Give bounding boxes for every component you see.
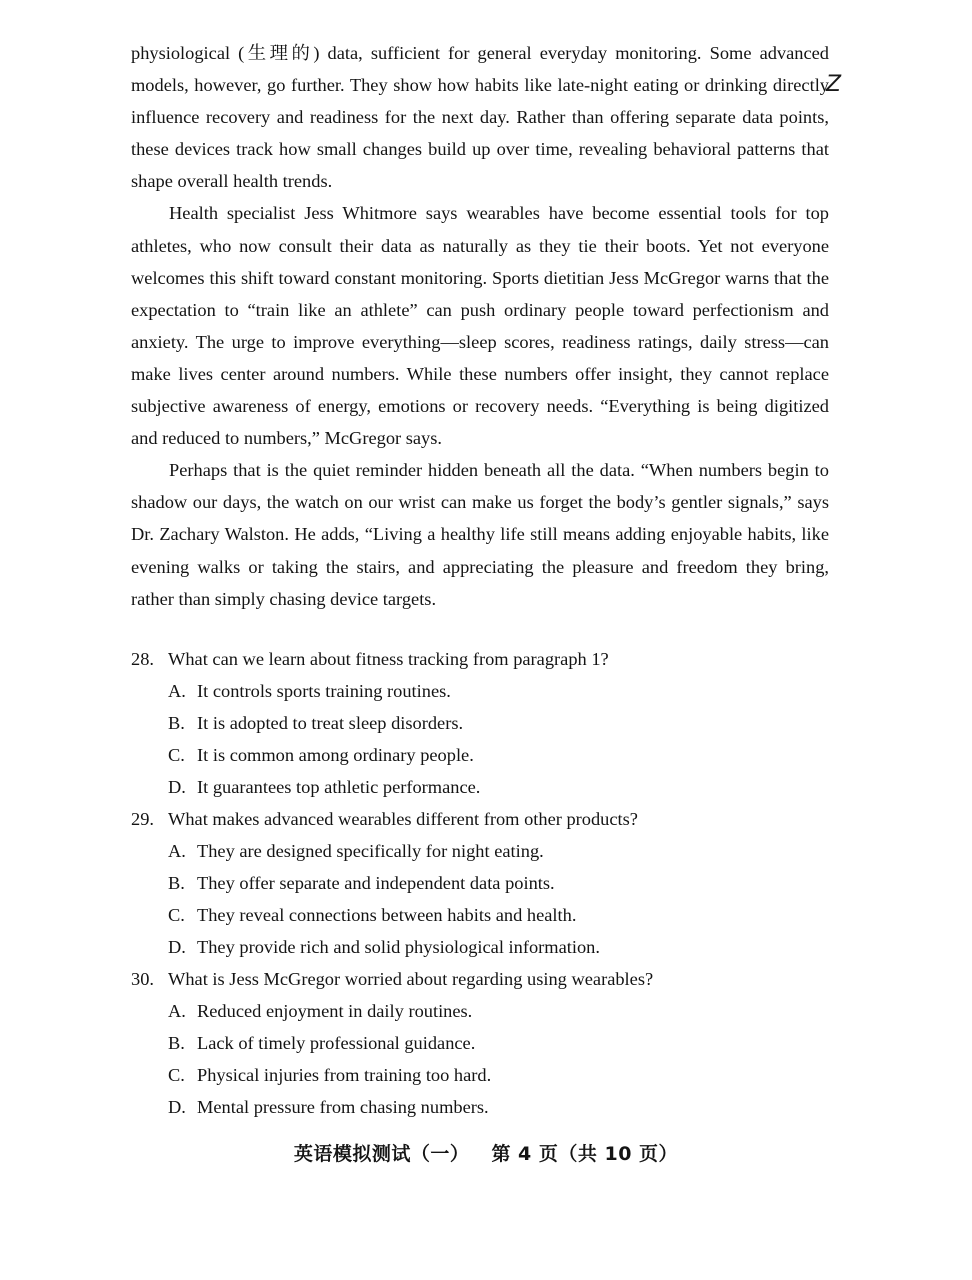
option-letter: B. [168,713,185,733]
option-list [131,995,831,1123]
option-b [131,867,831,899]
question-number: 29. [131,809,154,829]
option-text: It guarantees top athletic performance. [197,777,481,797]
option-text: They provide rich and solid physiological information. [197,937,600,957]
option-letter: D. [168,1097,186,1117]
option-text: Reduced enjoyment in daily routines. [197,1001,473,1021]
passage-paragraph-2: Health specialist Jess Whitmore says wearables have become essential tools for top athletes, who now consult their data as naturally as they tie their boots. Yet not everyone welcomes this shift toward constant monitoring. Sports dietitian Jess McGregor warns that the expectation to “train like an athlete” can push ordinary people toward perfectionism and anxiety. The urge to improve everything—sleep scores, readiness ratings, daily stress—can make lives center around numbers. While these numbers offer insight, they cannot replace subjective awareness of energy, emotions or recovery needs. “Everything is being digitized and reduced to numbers,” McGregor says. [131,203,829,449]
option-b [131,707,831,739]
option-letter: B. [168,1033,185,1053]
option-list [131,675,831,803]
option-a [131,835,831,867]
handwritten-margin-mark: Z [826,72,842,97]
option-c [131,899,831,931]
option-text: They offer separate and independent data points. [197,873,555,893]
option-c [131,1059,831,1091]
option-text: It controls sports training routines. [197,681,451,701]
question-text: What can we learn about fitness tracking from paragraph 1? [168,649,609,669]
passage-paragraph-3: Perhaps that is the quiet reminder hidden beneath all the data. “When numbers begin to shadow our days, the watch on our wrist can make us forget the body’s gentler signals,” says Dr. Zachary Walston. He adds, “Living a healthy life still means adding enjoyable habits, like evening walks or taking the stairs, and appreciating the pleasure and freedom they bring, rather than simply chasing device targets. [131,460,829,609]
page-number: 第 4 页（共 10 页） [491,1143,679,1165]
option-d [131,931,831,963]
option-letter: A. [168,1001,186,1021]
question-text: What makes advanced wearables different from other products? [168,809,638,829]
question-list [131,643,831,1123]
question-30 [131,963,831,1123]
option-text: Physical injuries from training too hard. [197,1065,492,1085]
option-letter: C. [168,905,185,925]
option-letter: B. [168,873,185,893]
option-text: Lack of timely professional guidance. [197,1033,476,1053]
option-text: It is adopted to treat sleep disorders. [197,713,464,733]
question-number: 30. [131,969,154,989]
passage-paragraph-1: physiological (生理的) data, sufficient for general everyday monitoring. Some advanced models, however, go further. They show how habits like late-night eating or drinking directly influence recovery and readiness for the next day. Rather than offering separate data points, these devices track how small changes build up over time, revealing behavioral patterns that shape overall health trends. [131,43,829,192]
option-letter: D. [168,937,186,957]
question-stem [131,803,831,835]
option-a [131,995,831,1027]
option-text: They are designed specifically for night eating. [197,841,544,861]
page-footer [0,1140,972,1168]
question-stem [131,963,831,995]
option-letter: D. [168,777,186,797]
reading-passage [131,37,829,615]
question-number: 28. [131,649,154,669]
exam-title: 英语模拟测试（一） [293,1143,470,1165]
question-stem [131,643,831,675]
option-b [131,1027,831,1059]
option-text: Mental pressure from chasing numbers. [197,1097,489,1117]
question-29 [131,803,831,963]
option-text: They reveal connections between habits and health. [197,905,577,925]
option-text: It is common among ordinary people. [197,745,474,765]
option-list [131,835,831,963]
option-letter: C. [168,1065,185,1085]
option-letter: C. [168,745,185,765]
question-text: What is Jess McGregor worried about regarding using wearables? [168,969,654,989]
option-letter: A. [168,841,186,861]
option-letter: A. [168,681,186,701]
question-28 [131,643,831,803]
option-d [131,1091,831,1123]
option-d [131,771,831,803]
option-a [131,675,831,707]
option-c [131,739,831,771]
